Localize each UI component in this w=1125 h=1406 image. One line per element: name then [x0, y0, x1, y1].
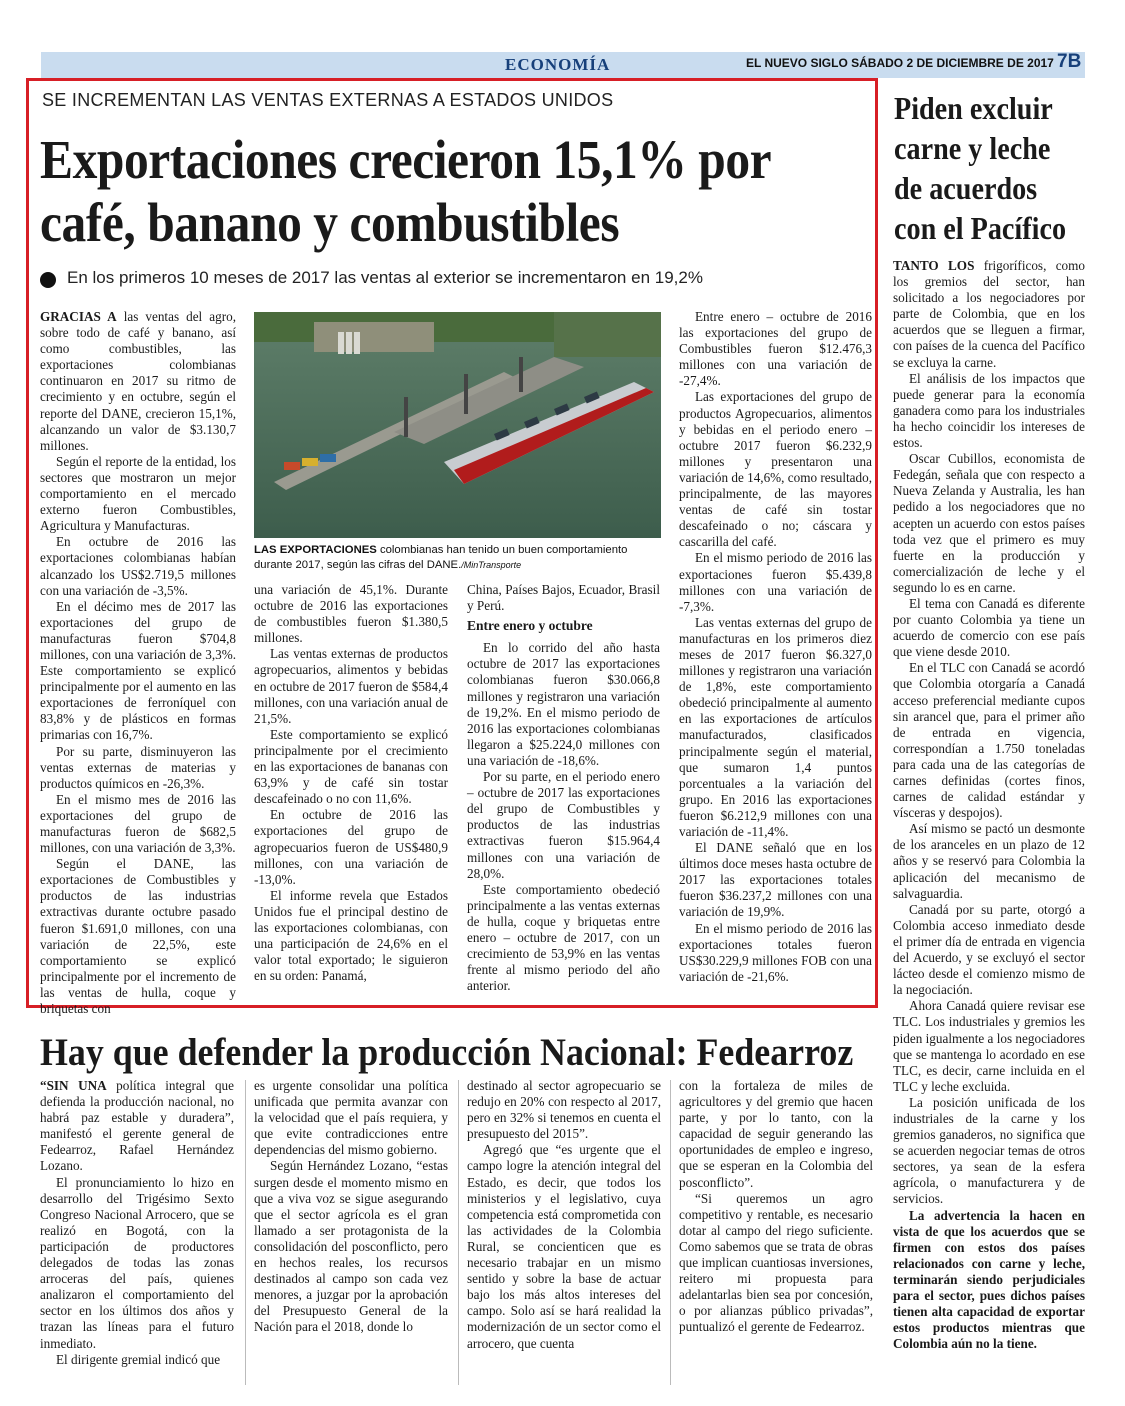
caption-text: colombianas han tenido un buen comportamiento durante 2017, según las cifras del DANE. — [254, 544, 628, 571]
side-paragraph: En el TLC con Canadá se acordó que Colombia otorgaría a Canadá acceso preferencial mediante cupos sin arancel que, para el primer año de entrada en vigencia, correspondían a 1.750 toneladas para cada una de las categorías de carnes definidas (cortes finos, carnes de calidad estándar y vísceras y despojos). — [893, 660, 1085, 821]
photo-caption — [254, 543, 658, 572]
bottom-lead: “SIN UNA — [40, 1078, 107, 1093]
main-col4-paragraph: Las ventas externas del grupo de manufacturas en los primeros diez meses de 2017 fueron $6.327,0 millones y registraron una variación de 1,8%, este comportamiento obedeció principalmente al aumento en las exportaciones de artículos manufacturados, clasificados principalmente según el material, que sumaron 1,4 puntos porcentuales a la variación del grupo. En 2016 las exportaciones fueron $6.212,9 millones con una variación de -11,4%. — [679, 614, 872, 839]
main-col4-paragraph: En el mismo periodo de 2016 las exportaciones totales fueron US$30.229,9 millones FOB con una variación de -21,6%. — [679, 920, 872, 984]
main-col3-paragraph: China, Países Bajos, Ecuador, Brasil y Perú. — [467, 582, 660, 614]
main-col1-paragraph: En octubre de 2016 las exportaciones colombianas habían alcanzado los US$2.719,5 millones con una variación de -3,5%. — [40, 534, 236, 598]
side-paragraph: El tema con Canadá es diferente por cuanto Colombia ya tiene un acuerdo de comercio con ese país que viene desde 2010. — [893, 595, 1085, 660]
main-column-4 — [679, 309, 872, 985]
column-rule — [458, 1080, 459, 1385]
bottom-column-3 — [467, 1078, 661, 1352]
column-rule — [245, 1080, 246, 1385]
main-col1-paragraph: En el mismo mes de 2016 las exportaciones del grupo de manufacturas fueron de $682,5 millones, con una variación de 3,3%. — [40, 791, 236, 856]
main-column-1 — [40, 309, 236, 1017]
main-col4-paragraph: Entre enero – octubre de 2016 las exportaciones del grupo de Combustibles fueron $12.476,3 millones con una variación de -27,4%. — [679, 309, 872, 389]
bottom-col2-paragraph: es urgente consolidar una política unificada que permita avanzar con la velocidad que el país requiera, y que evite contradicciones entre dependencias del mismo gobierno. — [254, 1078, 448, 1158]
bottom-col4-paragraph: con la fortaleza de miles de agricultores y del gremio que hacen parte, y por lo tanto, con la capacidad de seguir generando las oportunidades de empleo e ingreso, que se esperan en la Colombia del posconflicto”. — [679, 1078, 873, 1190]
bottom-col1-paragraph: El dirigente gremial indicó que — [56, 1351, 221, 1367]
bottom-headline: Hay que defender la producción Nacional: Fedearroz — [40, 1031, 854, 1074]
side-paragraph: Canadá por su parte, otorgó a Colombia acceso inmediato desde el primer día de entrada en vigencia del Acuerdo, y se excluyó el sector lácteo desde el comienzo mismo de la negociación. — [893, 901, 1085, 998]
main-col1-paragraph: Según el DANE, las exportaciones de Combustibles y productos de las industrias extractivas durante octubre pasado fueron $1.691,0 millones, con una variación de 22,5%, este comportamiento se explicó principalmente por el incremento de las ventas de hulla, coque y briquetas con — [40, 856, 236, 1017]
side-column — [893, 258, 1085, 1352]
main-col4-paragraph: El DANE señaló que en los últimos doce meses hasta octubre de 2017 las exportaciones totales fueron $36.237,2 millones con una variación de 19,9%. — [679, 840, 872, 920]
main-col3-paragraph: Este comportamiento obedeció principalmente a las ventas externas de hulla, coque y briquetas entre enero – octubre de 2017, con un crecimiento de 53,9% en las ventas frente al mismo periodo del año anterior. — [467, 881, 660, 994]
main-col1-paragraph: GRACIAS A las ventas del agro, sobre todo de café y banano, así como combustibles, las exportaciones colombianas continuaron en 2017 su ritmo de crecimiento y en octubre, según el reporte del DANE, crecieron 15,1%, alcanzando un valor de $3.130,7 millones. — [40, 309, 236, 453]
bottom-column-1 — [40, 1078, 234, 1368]
bottom-col2-paragraph: Según Hernández Lozano, “estas surgen desde el momento mismo en que a viva voz se sigue asegurando que el sector agrícola es el gran llamado a ser protagonista de la consolidación del posconflicto, pero en hechos reales, los recursos destinados al campo son cada vez menores, a juzgar por la aprobación del Presupuesto General de la Nación para el 2018, donde lo — [254, 1158, 448, 1335]
side-paragraph: Oscar Cubillos, economista de Fedegán, señala que con respecto a Nueva Zelanda y Australia, les han pedido a los negociadores que no acepten un acuerdo con estos países toda vez que el primero es muy fuerte en la producción y comercialización de leche y el segundo lo es en carne. — [893, 451, 1085, 595]
main-headline: Exportaciones crecieron 15,1% por café, banano y combustibles — [40, 129, 771, 253]
bottom-col4-paragraph: “Si queremos un agro competitivo y rentable, es necesario dotar al campo del riego suficiente. Como sabemos que se trata de obras que implican cuantiosas inversiones, reitero mi propuesta para adelantarlas bien sea por concesión, o por alianzas público privadas”, puntualizó el gerente de Fedearroz. — [679, 1190, 873, 1335]
side-headline: Piden excluir carne y leche de acuerdos con el Pacífico — [894, 90, 1067, 246]
main-col3-paragraph: Por su parte, en el periodo enero – octubre de 2017 las exportaciones del grupo de Combustibles y productos de las industrias extractivas fueron $15.964,4 millones con una variación de 28,0%. — [467, 769, 660, 881]
main-column-3 — [467, 582, 660, 994]
side-paragraph: La advertencia la hacen en vista de que los acuerdos que se firmen con estos dos países relacionados con carne y leche, terminarán siendo perjudiciales para el sector, pues dichos países tienen alta capacidad de exportar estos productos mientras que Colombia aún no la tiene. — [893, 1207, 1085, 1352]
main-kicker: SE INCREMENTAN LAS VENTAS EXTERNAS A ESTADOS UNIDOS — [42, 90, 614, 110]
main-col1-paragraph: Por su parte, disminuyeron las ventas externas de materias y productos químicos en -26,3%. — [40, 743, 236, 791]
bullet-icon — [40, 272, 56, 288]
bottom-col3-paragraph: Agregó que “es urgente que el campo logre la atención integral del Estado, es decir, que todos los ministerios y el legislativo, cuya competencia está comprometida con las actividades de la Colombia Rural, se concienticen que es necesario trabajar en un mismo sentido y sobre la base de actuar bajo los más altos intereses del campo. Solo así se hará realidad la modernización de un sector como el arrocero, que cuenta — [467, 1142, 661, 1351]
side-paragraph: El análisis de los impactos que puede generar para la economía ganadera como para los industriales ha hecho coincidir los intereses de estos. — [893, 370, 1085, 451]
main-col1-paragraph: Según el reporte de la entidad, los sectores que mostraron un mejor comportamiento en el mercado externo fueron Combustibles, Agricultura y Manufacturas. — [40, 453, 236, 534]
main-lead: GRACIAS A — [40, 309, 117, 324]
main-col2-paragraph: Las ventas externas de productos agropecuarios, alimentos y bebidas en octubre de 2017 fueron de $584,4 millones, con una variación anual de 21,5%. — [254, 646, 448, 726]
main-col2-paragraph: Este comportamiento se explicó principalmente por el crecimiento en las exportaciones de bananas con 63,9% y de café sin tostar descafeinado o no con 11,6%. — [254, 726, 448, 807]
side-paragraph: La posición unificada de los industriales de la carne y los gremios ganaderos, no significa que se acuerden negociar temas de otros sectores, ya sean de la esfera agrícola, o manufacturera y de servicios. — [893, 1094, 1085, 1207]
bottom-col1-paragraph: El pronunciamiento lo hizo en desarrollo del Trigésimo Sexto Congreso Nacional Arrocero, que se realizó en Bogotá, con la participación de productores delegados de todas las zonas arroceras del país, quienes analizaron el comportamiento del sector en los últimos dos años y trazan las líneas para el futuro inmediato. — [40, 1174, 234, 1351]
main-col3-subhead: Entre enero y octubre — [467, 618, 593, 634]
bottom-column-4 — [679, 1078, 873, 1336]
main-col1-paragraph: En el décimo mes de 2017 las exportaciones del grupo de manufacturas fueron $704,8 millones, con una variación de 3,3%. Este comportamiento se explicó principalmente por el aumento en las exportaciones de ferroníquel con 83,8% y de plásticos en formas primarias con 16,7%. — [40, 598, 236, 743]
main-col2-paragraph: El informe revela que Estados Unidos fue el principal destino de las exportaciones colombianas, con una participación de 24,6% en el valor total exportado; le siguieron en su orden: Panamá, — [254, 887, 448, 984]
section-label: ECONOMÍA — [505, 55, 611, 74]
main-subhead: En los primeros 10 meses de 2017 las ventas al exterior se incrementaron en 19,2% — [67, 268, 703, 287]
main-col4-paragraph: En el mismo periodo de 2016 las exportaciones fueron $5.439,8 millones con una variación de -7,3%. — [679, 550, 872, 614]
caption-lead: LAS EXPORTACIONES — [254, 544, 377, 556]
date-line: EL NUEVO SIGLO SÁBADO 2 DE DICIEMBRE DE 2017 — [746, 56, 1054, 70]
bottom-col1-paragraph: “SIN UNA política integral que defienda la producción nacional, no habrá paz estable y duradera”, manifestó el gerente general de Fedearroz, Rafael Hernández Lozano. — [40, 1078, 235, 1174]
photo-credit: /MinTransporte — [461, 559, 522, 570]
main-column-2 — [254, 582, 448, 984]
port-photo — [254, 312, 661, 538]
column-rule — [670, 1080, 671, 1385]
side-paragraph: TANTO LOS frigoríficos, como los gremios del sector, han solicitado a los negociadores por parte de Colombia, que en los acuerdos que se lleguen a firmar, con países de la cuenca del Pacífico se excluya la carne. — [893, 258, 1085, 370]
bottom-column-2 — [254, 1078, 448, 1336]
main-col2-paragraph: una variación de 45,1%. Durante octubre de 2016 las exportaciones de combustibles fueron $1.380,5 millones. — [254, 582, 448, 646]
main-col3-paragraph: En lo corrido del año hasta octubre de 2017 las exportaciones colombianas fueron $30.066,8 millones y registraron una variación de 19,2%. En el mismo periodo de 2016 las exportaciones colombianas llegaron a $25.224,0 millones con una variación de -18,6%. — [467, 640, 660, 768]
page-number: 7B — [1057, 51, 1082, 72]
side-lead: TANTO LOS — [893, 258, 975, 273]
side-paragraph: Así mismo se pactó un desmonte de los aranceles en un plazo de 12 años y se reservó para Colombia la aplicación del mecanismo de salvaguardia. — [893, 821, 1085, 901]
side-paragraph: Ahora Canadá quiere revisar ese TLC. Los industriales y gremios les piden igualmente a los negociadores que se mantenga lo acordado en ese TLC, es decir, carne incluida en el TLC y leche excluida. — [893, 998, 1085, 1094]
main-col4-paragraph: Las exportaciones del grupo de productos Agropecuarios, alimentos y bebidas en el periodo enero – octubre 2017 fueron $6.232,9 millones y presentaron una variación de 14,6%, como resultado, principalmente, de las mayores ventas de café sin tostar descafeinado o no; cáscara y cascarilla del café. — [679, 389, 872, 550]
bottom-col3-paragraph: destinado al sector agropecuario se redujo en 20% con respecto al 2017, pero en 32% si tenemos en cuenta el presupuesto del 2015”. — [467, 1078, 661, 1142]
main-col2-paragraph: En octubre de 2016 las exportaciones del grupo de agropecuarios fueron de US$480,9 millones, con una variación de -13,0%. — [254, 807, 448, 887]
